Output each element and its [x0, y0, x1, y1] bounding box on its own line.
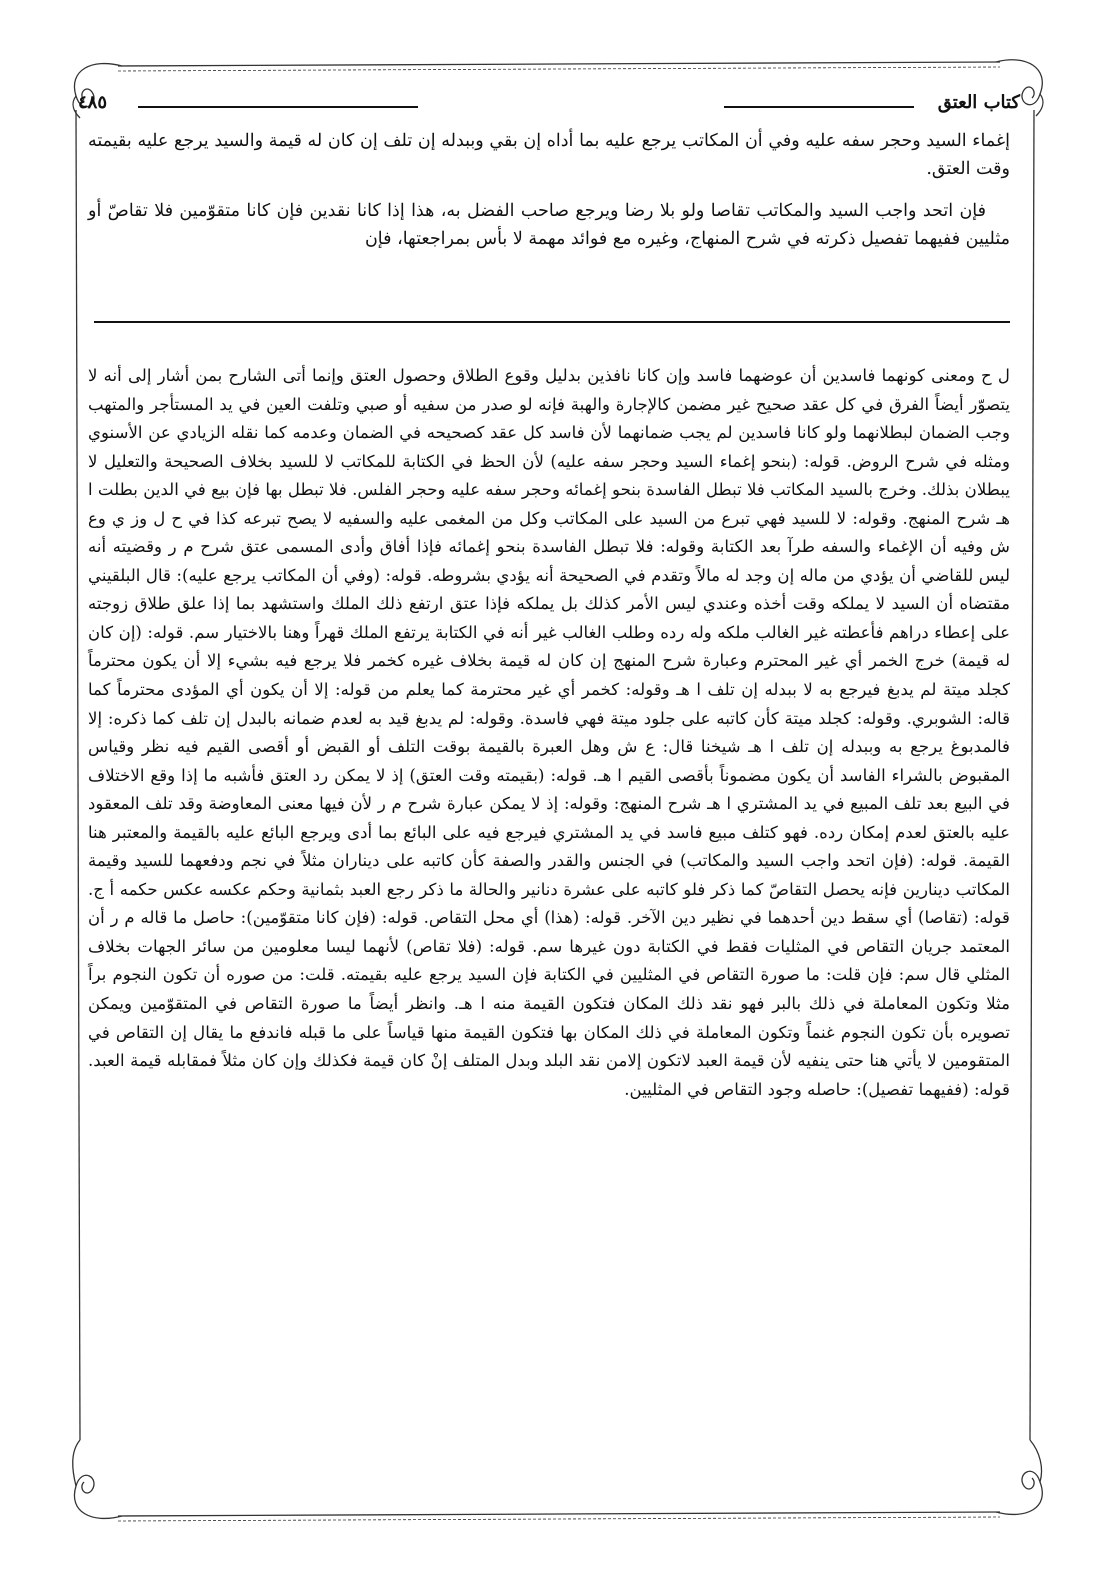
running-header [78, 90, 1020, 124]
book-title: كتاب العتق [937, 92, 1020, 113]
frame-top-line [118, 62, 1000, 66]
page-number: ٤٨٥ [78, 92, 108, 113]
commentary-paragraph: ل ح ومعنى كونهما فاسدين أن عوضهما فاسد وإن كانا نافذين بدليل وقوع الطلاق وحصول العتق وإنما أتى الشارح بمن أشار إلى أنه لا يتصوّر أيضاً الفرق في كل عقد صحيح غير مضمن كالإجارة والهبة فإنه لو صدر من سفيه أو صبي وتلفت العين في يد المستأجر والمتهب وجب الضمان لبطلانهما ولو كانا فاسدين لم يجب ضمانهما لأن فاسد كل عقد كصحيحه في الضمان وعدمه كما نقله الزيادي عن الأسنوي ومثله في شرح الروض. قوله: (بنحو إغماء السيد وحجر سفه عليه) لأن الحظ في الكتابة للمكاتب لا للسيد بخلاف الصحيحة والتعليل لا يبطلان بذلك. وخرج بالسيد المكاتب فلا تبطل الفاسدة بنحو إغمائه وحجر سفه عليه وحجر الفلس. فلا تبطل بها فإن بيع في الدين بطلت ا هـ شرح المنهج. وقوله: لا للسيد فهي تبرع من السيد على المكاتب وكل من المغمى عليه والسفيه لا يصح تبرعه كذا في ح ل وز ي وع ش وفيه أن الإغماء والسفه طرآ بعد الكتابة وقوله: فلا تبطل الفاسدة بنحو إغمائه فإذا أفاق وأدى المسمى عتق شرح م ر وقضيته أنه ليس للقاضي أن يؤدي من ماله إن وجد له مالاً وتقدم في الصحيحة أنه يؤدي بشروطه. قوله: (وفي أن المكاتب يرجع عليه): قال البلقيني مقتضاه أن السيد لا يملكه وقت أخذه وعندي ليس الأمر كذلك بل يملكه فإذا عتق ارتفع ذلك الملك واستشهد بما إذا علق طلاق زوجته على إعطاء دراهم فأعطته غير الغالب ملكه وله رده وطلب الغالب غير أنه في الكتابة يرتفع الملك قهراً وهنا بالاختيار سم. قوله: (إن كان له قيمة) خرج الخمر أي غير المحترم وعبارة شرح المنهج إن كان له قيمة بخلاف غيره كخمر فلا يرجع فيه بشيء إلا أن يكون محترماً كجلد ميتة لم يدبغ فيرجع به لا ببدله إن تلف ا هـ وقوله: كخمر أي غير محترمة كما يعلم من قوله: إلا أن يكون أي المؤدى محترماً كما قاله: الشوبري. وقوله: كجلد ميتة كأن كاتبه على جلود ميتة فهي فاسدة. وقوله: لم يدبغ قيد به لعدم ضمانه بالبدل إن تلف كما ذكره: إلا فالمدبوغ يرجع به وببدله إن تلف ا هـ شيخنا قال: ع ش وهل العبرة بالقيمة بوقت التلف أو القبض أو أقصى القيم فيه نظر وقياس المقبوض بالشراء الفاسد أن يكون مضموناً بأقصى القيم ا هـ. قوله: (بقيمته وقت العتق) إذ لا يمكن رد العتق فأشبه ما إذا وقع الاختلاف في البيع بعد تلف المبيع في يد المشتري ا هـ شرح المنهج: وقوله: إذ لا يمكن عبارة شرح م ر لأن فيها معنى المعاوضة وقد تلف المعقود عليه بالعتق لعدم إمكان رده. فهو كتلف مبيع فاسد في يد المشتري فيرجع فيه على البائع بما أدى ويرجع البائع عليه بالقيمة والمعتبر هنا القيمة. قوله: (فإن اتحد واجب السيد والمكاتب) في الجنس والقدر والصفة كأن كاتبه على ديناران مثلاً في نجم ودفعهما للسيد وقيمة المكاتب دينارين فإنه يحصل التقاصّ كما ذكر فلو كاتبه على عشرة دنانير والحالة ما ذكر رجع العبد بثمانية وحكم عكسه عكس حكمه أ ج. قوله: (تقاصا) أي سقط دين أحدهما في نظير دين الآخر. قوله: (هذا) أي محل التقاص. قوله: (فإن كانا متقوّمين): حاصل ما قاله م ر أن المعتمد جريان التقاص في المثليات فقط في الكتابة دون غيرها سم. قوله: (فلا تقاص) لأنهما ليسا معلومين من سائر الجهات بخلاف المثلي قال سم: فإن قلت: ما صورة التقاص في المثليين في الكتابة فإن السيد يرجع عليه بقيمته. قلت: من صوره أن تكون النجوم براً مثلا وتكون المعاملة في ذلك بالبر فهو نقد ذلك المكان فتكون القيمة منه ا هـ. وانظر أيضاً ما صورة التقاص في المتقوّمين ويمكن تصويره بأن تكون النجوم غنماً وتكون المعاملة في ذلك المكان بها فتكون القيمة منها قياساً على ما قبله فاندفع ما يقال إن التقاص في المتقومين لا يأتي هنا حتى ينفيه لأن قيمة العبد لاتكون إلامن نقد البلد وبدل المتلف إنْ كان قيمة فكذلك وإن كان مثلاً فمقابله قيمة العبد. قوله: (ففيهما تفصيل): حاصله وجود التقاص في المثليين. [88, 366, 1011, 1099]
text-commentary-divider [94, 321, 1010, 323]
ornament-bottom-left [74, 1475, 122, 1518]
frame-bottom-line [118, 1512, 1000, 1516]
main-text-paragraph: إغماء السيد وحجر سفه عليه وفي أن المكاتب يرجع عليه بما أداه إن بقي وببدله إن تلف إن كان له قيمة والسيد يرجع عليه بقيمته وقت العتق. [88, 131, 1010, 179]
commentary-text [88, 362, 1010, 1104]
main-text-paragraph: فإن اتحد واجب السيد والمكاتب تقاصا ولو بلا رضا ويرجع صاحب الفضل به، هذا إذا كانا نقدين فإن كانا متقوّمين فلا تقاصّ أو مثليين ففيهما تفصيل ذكرته في شرح المنهاج، وغيره مع فوائد مهمة لا بأس بمراجعتها، فإن [88, 201, 1010, 249]
header-rule-left [138, 106, 418, 108]
header-rule-right [724, 106, 914, 108]
main-text [88, 127, 1010, 253]
frame-right-line [1030, 110, 1034, 1440]
frame-left-line [76, 110, 80, 1440]
ornament-bottom-right [996, 1471, 1042, 1514]
